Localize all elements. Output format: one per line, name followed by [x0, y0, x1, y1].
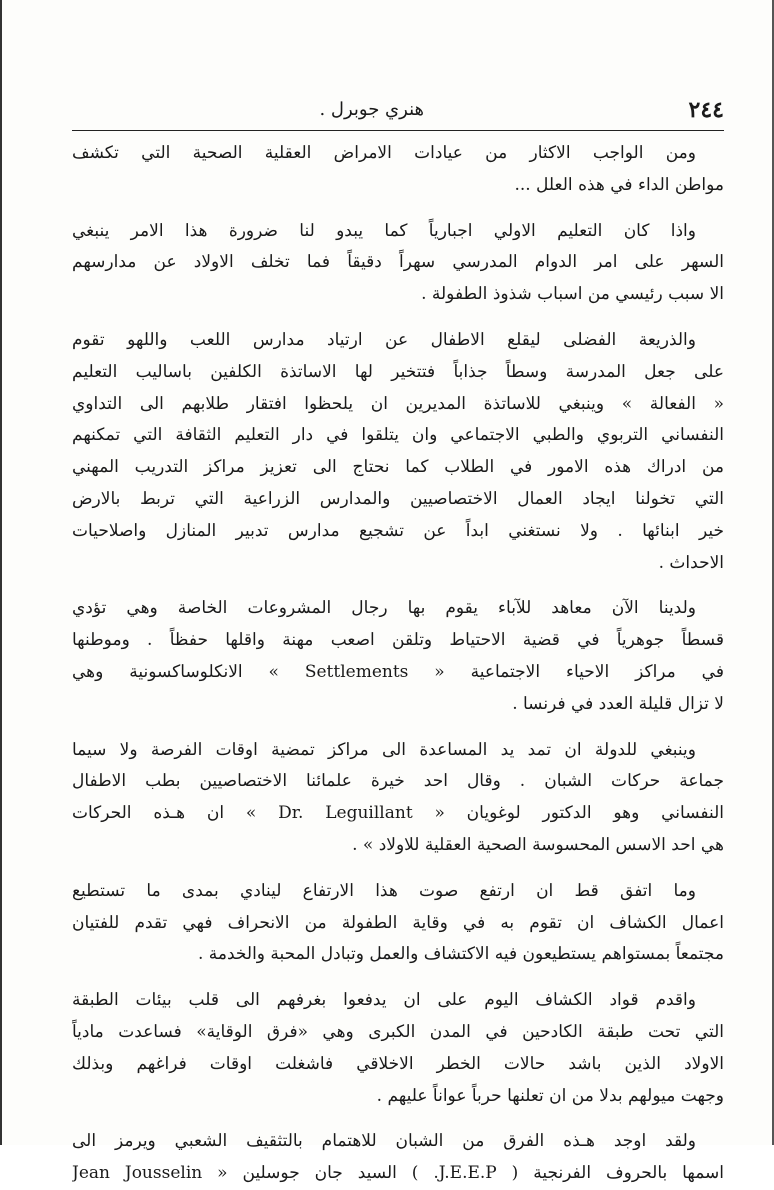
text-line: واذا كان التعليم الاولي اجبارياً كما يبدو لنا ضرورة هذا الامر ينبغي: [72, 220, 696, 241]
text-line: الا سبب رئيسي من اسباب شذوذ الطفولة .: [421, 284, 724, 305]
text-line: مواطن الداء في هذه العلل ...: [514, 174, 724, 195]
text-line: قسطاً جوهرياً في قضية الاحتياط وتلقن اصعب مهنة واقلها حفظاً . وموطنها: [72, 630, 724, 651]
text-line: وجهت ميولهم بدلا من ان تعلنها حرباً عواناً عليهم .: [376, 1085, 724, 1106]
text-line: التي تخولنا ايجاد العمال الاختصاصيين والمدارس الزراعية التي تربط بالارض: [72, 488, 724, 509]
text-line: في مراكز الاحياء الاجتماعية « Settlements » الانكلوساكسونية وهي: [72, 661, 724, 682]
text-line: وينبغي للدولة ان تمد يد المساعدة الى مراكز تمضية اوقات الفرصة ولا سيما: [72, 739, 696, 760]
header-rule: [72, 130, 724, 131]
paragraph-3: [72, 325, 724, 579]
text-line: اسمها بالحروف الفرنجية ( J.E.E.P. ) السيد جان جوسلين « Jean Jousselin: [72, 1163, 724, 1184]
text-line: التي تحت طبقة الكادحين في المدن الكبرى وهي «فرق الوقاية» فساعدت مادياً: [72, 1021, 724, 1042]
paragraph-1: [72, 138, 724, 202]
paragraph-8: [72, 1126, 724, 1190]
paragraph-5: [72, 735, 724, 862]
text-line: لا تزال قليلة العدد في فرنسا .: [512, 693, 724, 714]
page-number: ٢٤٤: [688, 97, 724, 123]
text-line: خير ابنائها . ولا نستغني ابداً عن تشجيع مدارس تدبير المنازل واصلاحيات: [72, 520, 724, 541]
running-title: هنري جوبرل .: [319, 99, 424, 120]
paragraph-7: [72, 985, 724, 1112]
text-line: « الفعالة » وينبغي للاساتذة المديرين ان يلحظوا افتقار طلابهم الى التداوي: [72, 393, 724, 414]
text-line: النفساني التربوي والطبي الاجتماعي وان يتلقوا في دار التعليم الثقافة التي تمكنهم: [72, 425, 724, 446]
text-line: ومن الواجب الاكثار من عيادات الامراض العقلية الصحية التي تكشف: [72, 143, 696, 163]
text-line: اعمال الكشاف ان تقوم به في وقاية الطفولة من الانحراف فهي تقدم للفتيان: [72, 912, 724, 933]
text-line: النفساني وهو الدكتور لوغويان « Dr. Leguillant » ان هـذه الحركات: [72, 803, 724, 824]
text-line: من ادراك هذه الامور في الطلاب كما نحتاج الى تعزيز مراكز التدريب المهني: [72, 457, 724, 478]
text-line: على جعل المدرسة وسطاً جذاباً فتتخير لها الاساتذة الكلفين باساليب التعليم: [72, 361, 724, 382]
text-line: ولدينا الآن معاهد للآباء يقوم بها رجال المشروعات الخاصة وهي تؤدي: [72, 598, 696, 619]
text-line: والذريعة الفضلى ليقلع الاطفال عن ارتياد مدارس اللعب واللهو تقوم: [72, 329, 696, 350]
text-line: واقدم قواد الكشاف اليوم على ان يدفعوا بغرفهم الى قلب بيئات الطبقة: [72, 990, 696, 1011]
text-line: الاحداث .: [658, 552, 724, 573]
text-line: هي احد الاسس المحسوسة الصحية العقلية للاولاد » .: [352, 834, 724, 855]
text-line: جماعة حركات الشبان . وقال احد خيرة علمائنا الاختصاصيين بطب الاطفال: [72, 771, 724, 792]
text-line: مجتمعاً بمستواهم يستطيعون فيه الاكتشاف والعمل وتبادل المحبة والخدمة .: [197, 944, 724, 965]
scan-edge-left: [0, 0, 2, 1145]
page-header: [72, 93, 724, 133]
text-line: السهر على امر الدوام المدرسي سهراً دقيقاً فما تخلف الاولاد عن مدارسهم: [72, 252, 724, 273]
paragraph-2: [72, 216, 724, 311]
paragraph-6: [72, 876, 724, 971]
body-text: [72, 138, 724, 1190]
text-line: ولقد اوجد هـذه الفرق من الشبان للاهتمام بالتثقيف الشعبي ويرمز الى: [72, 1131, 696, 1152]
text-line: وما اتفق قط ان ارتفع صوت هذا الارتفاع لينادي بمدى ما تستطيع: [72, 880, 696, 901]
text-line: الاولاد الذين باشد حالات الخطر الاخلاقي فاشغلت اوقات فراغهم وبذلك: [72, 1053, 724, 1074]
paragraph-4: [72, 593, 724, 720]
